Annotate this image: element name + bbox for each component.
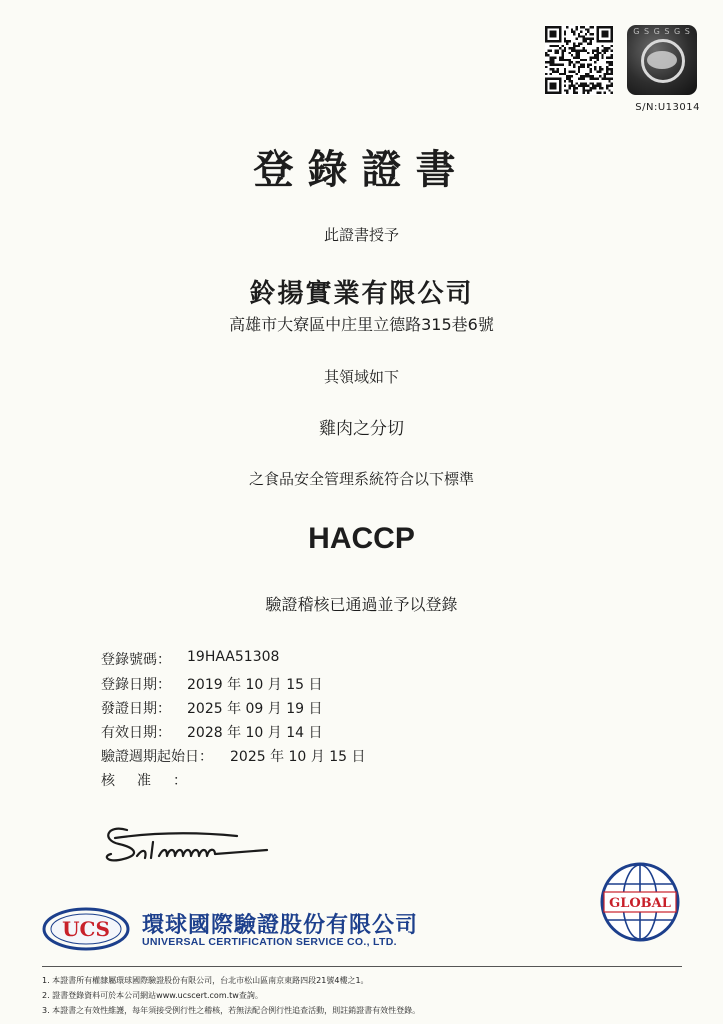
issue-date-label: 發證日期：	[101, 701, 171, 717]
certification-standard: HACCP	[308, 522, 415, 555]
cycle-start-row	[101, 746, 366, 766]
approval-label: 核准：	[101, 773, 209, 789]
approval-row	[101, 770, 209, 790]
signature	[97, 812, 277, 872]
footer-note: 1. 本證書所有權隸屬環球國際驗證股份有限公司，台北市松山區南京東路四段21號4樓之1。	[42, 976, 369, 985]
footer-note: 2. 證書登錄資料可於本公司網站www.ucscert.com.tw查詢。	[42, 991, 263, 1000]
issue-date-row	[101, 698, 323, 718]
issue-date-value: 2025 年 09 月 19 日	[187, 701, 323, 717]
verification-statement: 驗證稽核已通過並予以登錄	[265, 595, 458, 614]
issuer-name-zh: 環球國際驗證股份有限公司	[142, 913, 419, 938]
granted-to-text: 此證書授予	[323, 226, 399, 244]
company-name: 鈴揚實業有限公司	[249, 279, 474, 309]
qr-code	[545, 25, 613, 95]
registration-date-label: 登錄日期：	[101, 677, 171, 693]
ucs-logo-text: UCS	[62, 917, 110, 941]
registration-number-label: 登錄號碼：	[101, 652, 171, 668]
global-logo-text: GLOBAL	[609, 896, 671, 911]
expiry-date-label: 有效日期：	[101, 725, 171, 741]
expiry-date-row	[101, 722, 323, 742]
issuer-name-en: UNIVERSAL CERTIFICATION SERVICE CO., LTD.	[142, 936, 397, 948]
footer-divider	[42, 966, 682, 967]
registration-number-value: 19HAA51308	[187, 649, 280, 665]
scope-lead-text: 其領域如下	[323, 368, 399, 386]
certification-scope: 雞肉之分切	[319, 419, 404, 439]
registration-date-value: 2019 年 10 月 15 日	[187, 677, 323, 693]
standard-lead-text: 之食品安全管理系統符合以下標準	[248, 470, 474, 488]
global-logo	[600, 862, 680, 942]
cycle-start-value: 2025 年 10 月 15 日	[230, 749, 366, 765]
certificate-title: 登錄證書	[253, 146, 470, 193]
registration-number-row	[101, 649, 280, 669]
security-hologram-icon: G S G S G S	[627, 25, 697, 95]
registration-date-row	[101, 674, 323, 694]
serial-number: S/N:U13014	[635, 102, 700, 113]
ucs-logo	[42, 907, 130, 951]
expiry-date-value: 2028 年 10 月 14 日	[187, 725, 323, 741]
cycle-start-label: 驗證週期起始日：	[101, 749, 213, 765]
company-address: 高雄市大寮區中庄里立德路315巷6號	[229, 315, 494, 334]
footer-note: 3. 本證書之有效性維護，每年須接受例行性之稽核，若無法配合例行性追查活動，則註銷證書有效性登錄。	[42, 1006, 421, 1015]
